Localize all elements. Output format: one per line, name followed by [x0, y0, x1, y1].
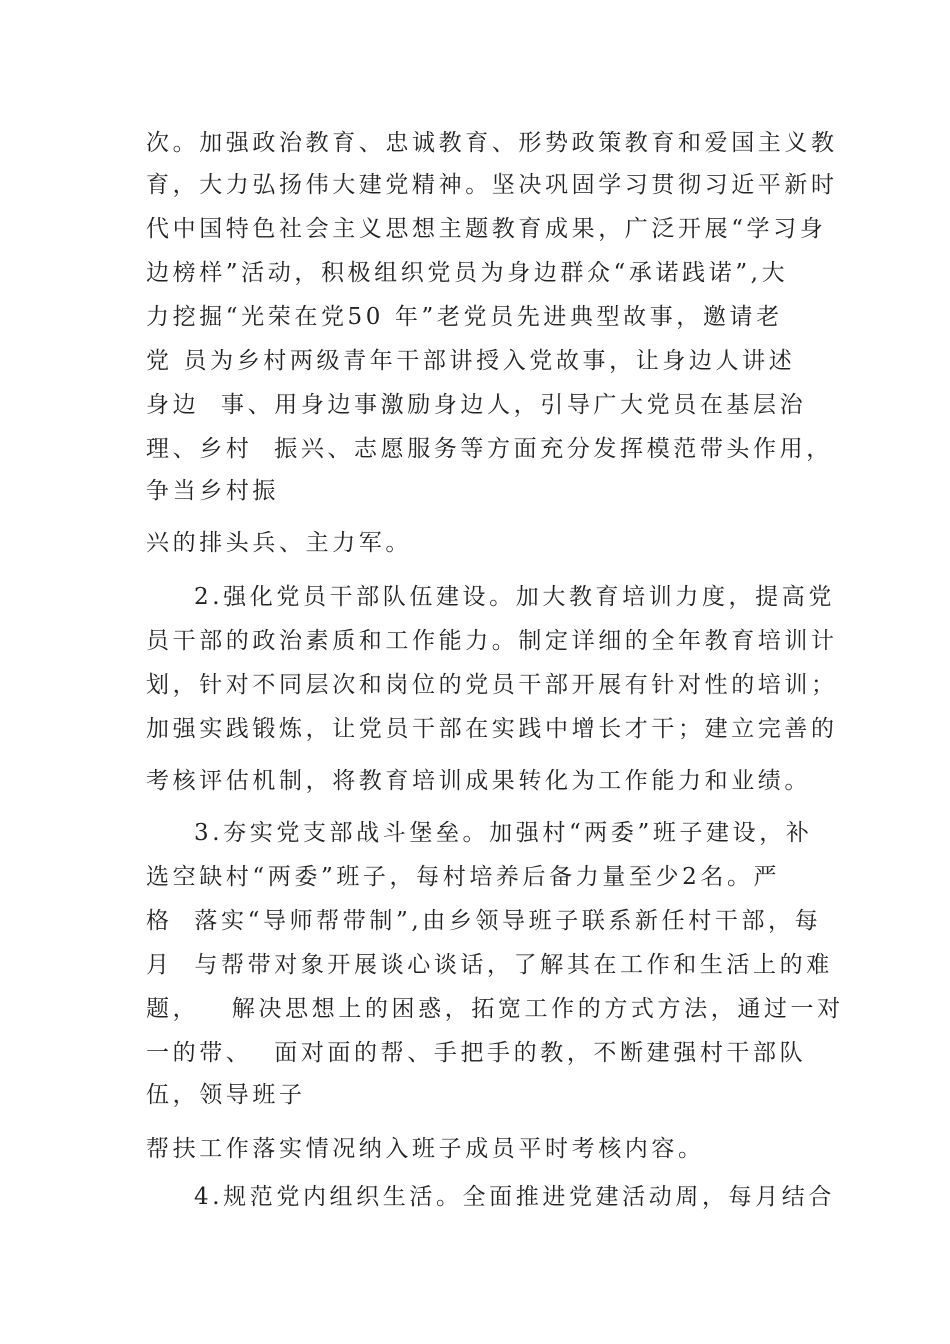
paragraph-start-line: 2.强化党员干部队伍建设。加大教育培训力度，提高党 [194, 584, 835, 610]
text-line: 党 员为乡村两级青年干部讲授入党故事，让身边人讲述 [146, 348, 796, 374]
text-line: 理、乡村 振兴、志愿服务等方面充分发挥模范带头作用， [146, 436, 833, 462]
text-line: 争当乡村振 [146, 478, 279, 504]
text-line: 兴的排头兵、主力军。 [146, 530, 412, 556]
text-line: 加强实践锻炼，让党员干部在实践中增长才干；建立完善的 [146, 716, 838, 742]
text-line: 划，针对不同层次和岗位的党员干部开展有针对性的培训； [146, 672, 838, 698]
text-line: 代中国特色社会主义思想主题教育成果，广泛开展“学习身 [146, 216, 827, 242]
text-line: 身边 事、用身边事激励身边人，引导广大党员在基层治 [146, 392, 807, 418]
text-line: 月 与帮带对象开展谈心谈话，了解其在工作和生活上的难 [146, 952, 833, 978]
text-line: 题， 解决思想上的困惑，拓宽工作的方式方法，通过一对 [146, 996, 844, 1022]
text-line: 育，大力弘扬伟大建党精神。坚决巩固学习贯彻习近平新时 [146, 172, 838, 198]
text-line: 员干部的政治素质和工作能力。制定详细的全年教育培训计 [146, 628, 838, 654]
text-line: 帮扶工作落实情况纳入班子成员平时考核内容。 [146, 1136, 705, 1162]
paragraph-start-line: 3.夯实党支部战斗堡垒。加强村“两委”班子建设，补 [194, 820, 813, 846]
text-line: 边榜样”活动，积极组织党员为身边群众“承诺践诺”,大 [146, 260, 789, 286]
text-line: 一的带、 面对面的帮、手把手的教，不断建强村干部队 [146, 1040, 807, 1066]
text-line: 力挖掘“光荣在党50 年”老党员先进典型故事，邀请老 [146, 304, 783, 330]
text-line: 考核评估机制，将教育培训成果转化为工作能力和业绩。 [146, 768, 811, 794]
text-line: 伍，领导班子 [146, 1082, 306, 1108]
text-line: 选空缺村“两委”班子，每村培养后备力量至少2名。严 [146, 864, 781, 890]
paragraph-start-line: 4.规范党内组织生活。全面推进党建活动周，每月结合 [194, 1184, 835, 1210]
text-line: 格 落实“导师帮带制”,由乡领导班子联系新任村干部，每 [146, 908, 822, 934]
text-line: 次。加强政治教育、忠诚教育、形势政策教育和爱国主义教 [146, 130, 838, 156]
